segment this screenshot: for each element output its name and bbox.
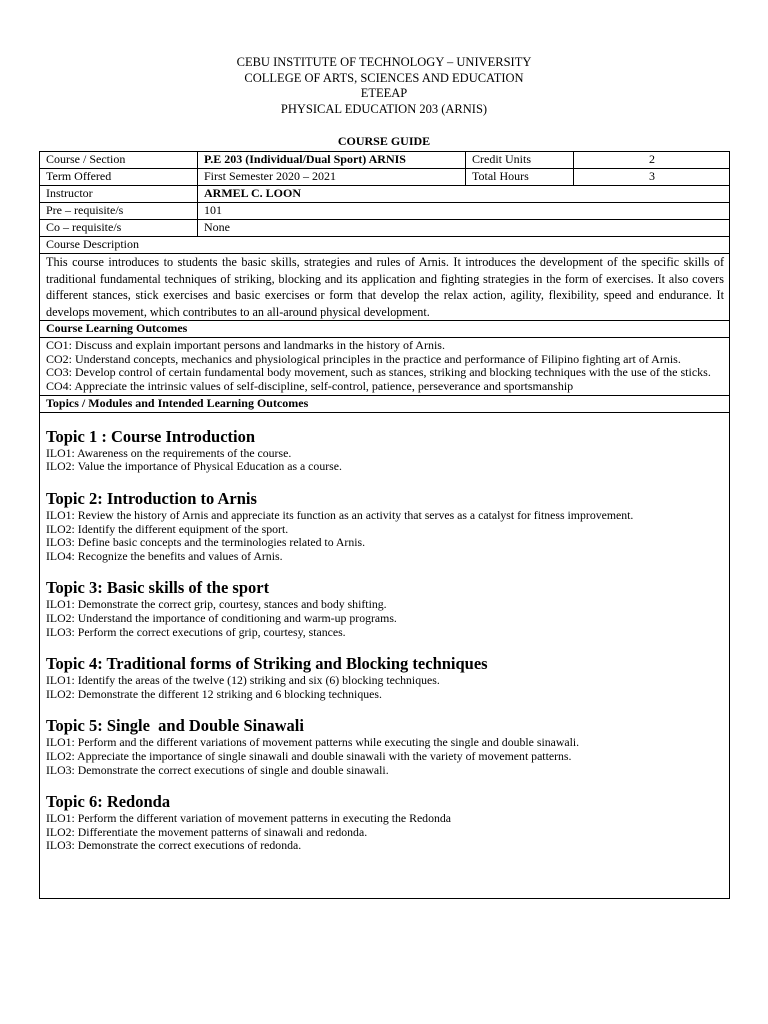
- total-hours-label: Total Hours: [466, 169, 574, 186]
- description-heading-row: [40, 237, 730, 254]
- topic-block: [46, 489, 724, 563]
- ilo-item: ILO3: Demonstrate the correct executions of redonda.: [46, 838, 302, 853]
- course-section-row: [40, 152, 730, 169]
- ilo-item: ILO2: Appreciate the importance of single sinawali and double sinawali with the variety of movement patterns.: [46, 748, 572, 763]
- corequisite-value: None: [198, 220, 730, 237]
- corequisite-label: Co – requisite/s: [40, 220, 198, 237]
- corequisite-row: [40, 220, 730, 237]
- ilo-item: ILO1: Identify the areas of the twelve (12) striking and six (6) blocking techniques.: [46, 673, 440, 688]
- ilo-item: ILO1: Awareness on the requirements of the course.: [46, 445, 292, 460]
- prerequisite-label: Pre – requisite/s: [40, 203, 198, 220]
- outcome-item: CO2: Understand concepts, mechanics and physiological principles in the practice and performance of Filipino fighting art of Arnis.: [46, 351, 681, 366]
- topic-block: [46, 578, 724, 639]
- course-description-heading: Course Description: [40, 237, 730, 254]
- document-header: [0, 55, 768, 117]
- ilo-item: ILO1: Perform the different variation of movement patterns in executing the Redonda: [46, 811, 452, 826]
- outcome-item: CO1: Discuss and explain important persons and landmarks in the history of Arnis.: [46, 338, 445, 352]
- ilo-item: ILO4: Recognize the benefits and values of Arnis.: [46, 548, 283, 563]
- credit-units-value: 2: [574, 152, 730, 169]
- outcomes-row: [40, 338, 730, 396]
- course-guide-table: [39, 151, 730, 899]
- course-name: PHYSICAL EDUCATION 203 (ARNIS): [280, 101, 488, 116]
- topic-title: Topic 2: Introduction to Arnis: [46, 489, 257, 508]
- ilo-item: ILO3: Perform the correct executions of grip, courtesy, stances.: [46, 624, 346, 639]
- ilo-item: ILO2: Understand the importance of conditioning and warm-up programs.: [46, 610, 397, 625]
- topic-block: [46, 792, 724, 853]
- prerequisite-value: 101: [198, 203, 730, 220]
- topic-block: [46, 716, 724, 777]
- topic-title: Topic 5: Single and Double Sinawali: [46, 716, 304, 736]
- institution-name: CEBU INSTITUTE OF TECHNOLOGY – UNIVERSITY: [236, 55, 532, 69]
- topic-block: [46, 427, 724, 474]
- ilo-item: ILO1: Perform and the different variations of movement patterns while executing the single and double sinawali.: [46, 735, 580, 750]
- topic-title: Topic 6: Redonda: [46, 792, 171, 812]
- outcome-item: CO4: Appreciate the intrinsic values of self-discipline, self-control, patience, perseverance and sportsmanship: [46, 379, 574, 394]
- topics-heading: Topics / Modules and Intended Learning Outcomes: [40, 395, 730, 412]
- ilo-item: ILO1: Demonstrate the correct grip, courtesy, stances and body shifting.: [46, 597, 387, 612]
- topics-heading-row: [40, 395, 730, 412]
- topic-block: [46, 654, 724, 701]
- topics-row: [40, 412, 730, 898]
- ilo-item: ILO3: Demonstrate the correct executions of single and double sinawali.: [46, 762, 389, 777]
- ilo-item: ILO2: Demonstrate the different 12 striking and 6 blocking techniques.: [46, 686, 382, 701]
- ilo-item: ILO2: Value the importance of Physical Education as a course.: [46, 459, 342, 474]
- topic-title: Topic 3: Basic skills of the sport: [46, 578, 270, 598]
- credit-units-label: Credit Units: [466, 152, 574, 169]
- ilo-item: ILO2: Identify the different equipment of the sport.: [46, 521, 289, 536]
- topics-list: [40, 412, 730, 898]
- course-section-label: Course / Section: [40, 152, 198, 169]
- topic-title: Topic 1 : Course Introduction: [46, 426, 256, 446]
- ilo-item: ILO1: Review the history of Arnis and appreciate its function as an activity that serves as a catalyst for fitness improvement.: [46, 508, 634, 522]
- instructor-row: [40, 186, 730, 203]
- college-name: COLLEGE OF ARTS, SCIENCES AND EDUCATION: [244, 70, 524, 85]
- course-guide-title: COURSE GUIDE: [337, 134, 431, 148]
- learning-outcomes-list: [40, 338, 730, 396]
- course-description-text: This course introduces to students the basic skills, strategies and rules of Arnis. It introduces the development of the specific skills of traditional fundamental techniques of striking, blocking and its application and fighting strategies in the form of exercises. It also covers different stances, stick exercises and basic exercises or form that develop the relax action, agility, flexibility, speed and endurance. It develops movement, which contributes to an all-around physical development.: [40, 254, 730, 321]
- ilo-item: ILO3: Define basic concepts and the terminologies related to Arnis.: [46, 535, 366, 550]
- topic-title: Topic 4: Traditional forms of Striking and Blocking techniques: [46, 654, 488, 674]
- outcome-item: CO3: Develop control of certain fundamental body movement, such as stances, striking and blocking techniques with the use of the sticks.: [46, 365, 711, 380]
- instructor-label: Instructor: [40, 186, 198, 203]
- program-name: ETEEAP: [360, 86, 408, 100]
- term-value: First Semester 2020 – 2021: [198, 169, 466, 186]
- outcomes-heading-row: [40, 321, 730, 338]
- term-label: Term Offered: [40, 169, 198, 186]
- total-hours-value: 3: [574, 169, 730, 186]
- term-row: [40, 169, 730, 186]
- ilo-item: ILO2: Differentiate the movement patterns of sinawali and redonda.: [46, 824, 368, 839]
- course-section-value: P.E 203 (Individual/Dual Sport) ARNIS: [198, 152, 466, 169]
- prerequisite-row: [40, 203, 730, 220]
- instructor-value: ARMEL C. LOON: [198, 186, 730, 203]
- description-row: [40, 254, 730, 321]
- learning-outcomes-heading: Course Learning Outcomes: [40, 321, 730, 338]
